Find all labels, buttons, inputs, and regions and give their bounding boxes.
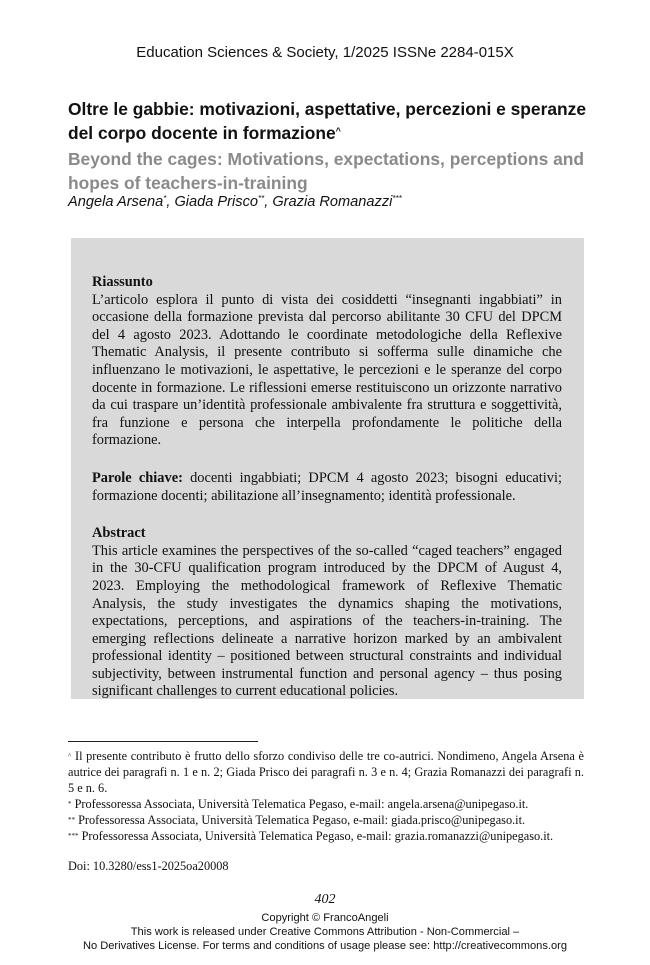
footnote [68,796,584,812]
author-separator: , [166,194,175,210]
article-title-italian [68,97,588,145]
footnote [68,828,584,844]
author-footnote-mark[interactable]: * [163,194,167,203]
author-list [68,194,588,210]
abstract-box-content [92,274,562,701]
keywords-text: docenti ingabbiati; DPCM 4 agosto 2023; bisogni educativi; formazione docenti; abilitazione all’insegnamento; identità professionale. [92,469,562,504]
footnote-text: Professoressa Associata, Università Telematica Pegaso, e-mail: grazia.romanazzi@unipegaso.it. [78,829,554,843]
page-number: 402 [314,892,336,907]
article-title-english: Beyond the cages: Motivations, expectations, perceptions and hopes of teachers-in-training [68,149,585,193]
license-link-line[interactable]: No Derivatives License. For terms and conditions of usage please see: http://creativecommons.org [82,940,568,952]
riassunto-heading: Riassunto [92,274,153,290]
abstract-box [71,238,584,699]
keywords-label: Parole chiave: [92,469,183,486]
footnote-mark: *** [68,832,79,840]
abstract-heading: Abstract [92,525,146,542]
author-footnote-mark[interactable]: *** [392,194,402,203]
doi-link[interactable]: Doi: 10.3280/ess1-2025oa20008 [68,859,229,873]
abstract-text: This article examines the perspectives of the so-called “caged teachers” engaged in the 30-CFU qualification program introduced by the DPCM of August 4, 2023. Employing the methodological framework of Reflexive Thematic Analysis, the study investigates the dynamics shaping the motivations, expectations, perceptions, and aspirations of the teachers-in-training. The emerging reflections delineate a narrative horizon marked by an ambivalent professional identity – positioned between structural constraints and individual subjectivity, between instrumental function and personal agency – thus posing significant challenges to current educational policies. [92,542,562,700]
footnote-text: Il presente contributo è frutto dello sforzo condiviso delle tre co-autrici. Nondimeno, Angela Arsena è autrice dei paragrafi n. 1 e n. 2; Giada Prisco dei paragrafi n. 3 e n. 4; Grazia Romanazzi dei paragrafi n. 5 e n. 6. [68,749,584,795]
author-name: Angela Arsena [68,194,164,210]
footnote-divider [68,741,258,742]
footnote [68,748,584,796]
author-name: Grazia Romanazzi [272,194,393,210]
author-name: Giada Prisco [174,194,258,210]
journal-header: Education Sciences & Society, 1/2025 ISSNe 2284-015X [136,44,514,61]
keywords-paragraph [92,470,562,505]
copyright-line: Copyright © FrancoAngeli [261,912,389,924]
license-line: This work is released under Creative Commons Attribution - Non-Commercial – [130,926,520,938]
footnote-mark: * [68,800,72,808]
footnote-text: Professoressa Associata, Università Telematica Pegaso, e-mail: angela.arsena@unipegaso.it. [71,797,529,811]
footnotes [68,748,584,844]
footnote [68,812,584,828]
author-separator: , [264,194,273,210]
footnote-mark: ^ [68,752,72,760]
title-italian-text: Oltre le gabbie: motivazioni, aspettative, percezioni e speranze del corpo docente in formazione [68,99,587,143]
riassunto-text: L’articolo esplora il punto di vista dei cosiddetti “insegnanti ingabbiati” in occasione della formazione prevista dal percorso abilitante 30 CFU del DPCM del 4 agosto 2023. Adottando le coordinate metodologiche della Reflexive Thematic Analysis, il presente contributo si sofferma sulle dinamiche che influenzano le motivazioni, le aspettative, le percezioni e le speranze del corpo docente in formazione. Le riflessioni emerse restituiscono un orizzonte narrativo da cui traspare un’identità professionale ambivalente fra struttura e soggettività, fra funzione e persona che interpella profondamente le politiche della formazione. [92,291,562,449]
footnote-text: Professoressa Associata, Università Telematica Pegaso, e-mail: giada.prisco@unipegaso.it. [75,813,526,827]
title-footnote-mark[interactable]: ^ [335,126,341,136]
copyright-notice [0,911,650,953]
footnote-mark: ** [68,816,75,824]
author-footnote-mark[interactable]: ** [257,194,265,203]
